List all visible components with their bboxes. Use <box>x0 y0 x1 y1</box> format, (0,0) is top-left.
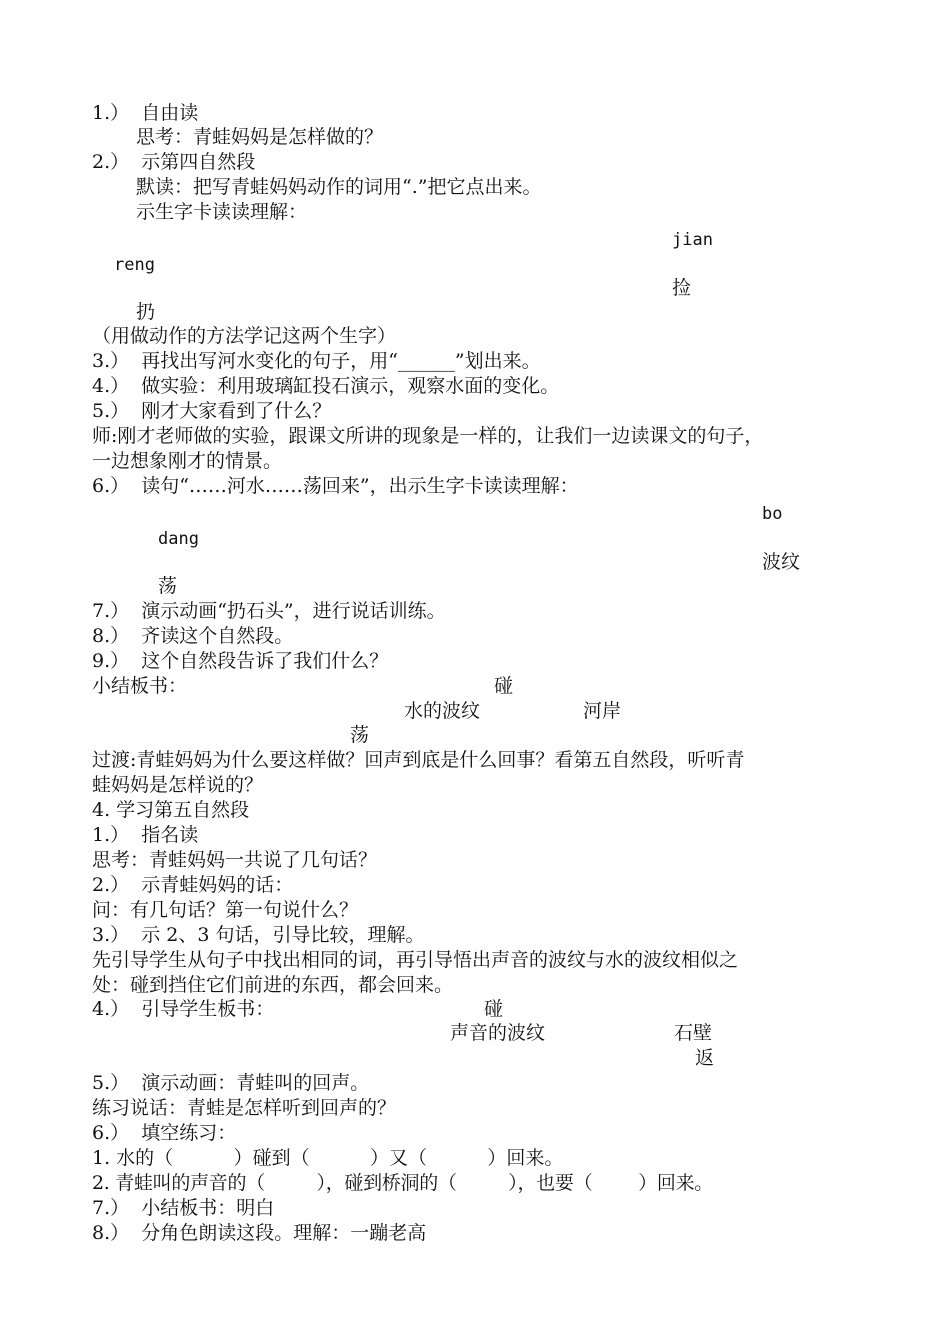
text-line: 默读：把写青蛙妈妈动作的词用“.”把它点出来。 <box>136 176 542 198</box>
list-item: 2.） 示第四自然段 <box>92 151 256 173</box>
list-item: 2.） 示青蛙妈妈的话： <box>92 874 294 896</box>
list-item: 1.） 自由读 <box>92 102 199 124</box>
board-left: 声音的波纹 <box>450 1022 546 1044</box>
text-line: 师:刚才老师做的实验，跟课文所讲的现象是一样的，让我们一边读课文的句子， <box>92 425 764 447</box>
list-item: 7.） 演示动画“扔石头”，进行说话训练。 <box>92 600 446 622</box>
text-line: 问：有几句话？第一句说什么？ <box>92 899 359 921</box>
list-item: 7.） 小结板书：明白 <box>92 1197 275 1219</box>
text-line: 过渡:青蛙妈妈为什么要这样做？回声到底是什么回事？看第五自然段，听听青 <box>92 749 745 771</box>
board-peng: 碰 <box>494 675 514 697</box>
board-dang: 荡 <box>350 724 370 746</box>
char-reng: 扔 <box>136 301 156 323</box>
list-item: 4.） 做实验：利用玻璃缸投石演示，观察水面的变化。 <box>92 375 560 397</box>
list-item: 1.） 指名读 <box>92 824 199 846</box>
text-line: 处：碰到挡住它们前进的东西，都会回来。 <box>92 974 454 996</box>
char-jian: 捡 <box>672 277 692 299</box>
board-right: 河岸 <box>583 700 622 722</box>
list-item: 6.） 读句“……河水……荡回来”，出示生字卡读读理解： <box>92 475 579 497</box>
section-heading: 4. 学习第五自然段 <box>92 799 250 821</box>
list-item: 3.） 再找出写河水变化的句子，用“______”划出来。 <box>92 350 541 372</box>
pinyin-jian: jian <box>672 230 713 250</box>
list-item: 9.） 这个自然段告诉了我们什么？ <box>92 650 389 672</box>
char-dang: 荡 <box>158 575 178 597</box>
list-item: 6.） 填空练习： <box>92 1122 237 1144</box>
pinyin-reng: reng <box>114 255 155 275</box>
text-line: 思考：青蛙妈妈一共说了几句话？ <box>92 849 378 871</box>
list-item: 4.） 引导学生板书： <box>92 998 275 1020</box>
text-line: 一边想象刚才的情景。 <box>92 450 283 472</box>
list-item: 8.） 齐读这个自然段。 <box>92 625 294 647</box>
pinyin-bo: bo <box>762 504 783 524</box>
list-item: 5.） 刚才大家看到了什么？ <box>92 400 332 422</box>
pinyin-dang: dang <box>158 529 199 549</box>
list-item: 5.） 演示动画：青蛙叫的回声。 <box>92 1072 370 1094</box>
board-right: 石壁 <box>674 1022 713 1044</box>
text-line: 思考：青蛙妈妈是怎样做的？ <box>136 126 384 148</box>
char-bowen: 波纹 <box>762 551 801 573</box>
text-line: 练习说话：青蛙是怎样听到回声的？ <box>92 1097 397 1119</box>
board-fan: 返 <box>695 1047 715 1069</box>
text-line: 蛙妈妈是怎样说的？ <box>92 774 264 796</box>
text-line: 示生字卡读读理解： <box>136 201 308 223</box>
fill-blank-line: 2. 青蛙叫的声音的（ ），碰到桥洞的（ ），也要（ ）回来。 <box>92 1172 713 1194</box>
fill-blank-line: 1. 水的（ ）碰到（ ）又（ ）回来。 <box>92 1147 564 1169</box>
board-peng: 碰 <box>484 998 504 1020</box>
board-left: 水的波纹 <box>404 700 481 722</box>
list-item: 8.） 分角色朗读这段。理解：一蹦老高 <box>92 1222 427 1244</box>
text-line: 小结板书： <box>92 675 188 697</box>
list-item: 3.） 示 2、3 句话，引导比较，理解。 <box>92 924 425 946</box>
text-line: （用做动作的方法学记这两个生字） <box>92 325 397 347</box>
text-line: 先引导学生从句子中找出相同的词，再引导悟出声音的波纹与水的波纹相似之 <box>92 949 739 971</box>
